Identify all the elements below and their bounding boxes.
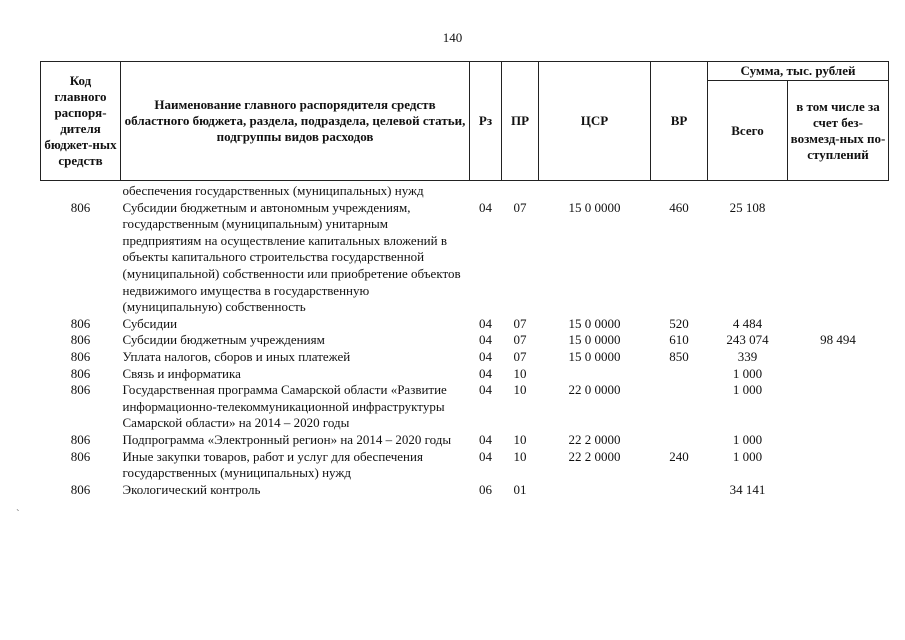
cell-code: 806 (70, 199, 91, 215)
header-vr: ВР (651, 62, 708, 181)
cell-csr (539, 366, 651, 383)
cell-code (41, 181, 121, 200)
table-row (41, 382, 889, 432)
cell-code: 806 (70, 332, 91, 348)
cell-name: Уплата налогов, сборов и иных платежей (122, 348, 351, 364)
cell-vr: 460 (669, 199, 689, 215)
cell-pr: 07 (513, 332, 527, 348)
header-name: Наименование главного распорядителя средств областного бюджета, раздела, подраздела, целевой статьи, подгруппы видов расходов (121, 62, 470, 181)
cell-pr (502, 181, 539, 200)
cell-rz: 04 (479, 199, 492, 215)
cell-pr: 07 (513, 199, 527, 215)
cell-total: 1 000 (732, 431, 763, 447)
cell-csr: 15 0 0000 (568, 348, 621, 364)
cell-total: 243 074 (726, 332, 769, 348)
header-total: Всего (708, 81, 788, 181)
table-row (41, 449, 889, 482)
cell-pr: 10 (513, 365, 527, 381)
page-number: 140 (442, 30, 463, 45)
cell-code: 806 (70, 448, 91, 464)
table-row (41, 432, 889, 449)
cell-total: 1 000 (732, 382, 763, 398)
cell-free (788, 482, 889, 499)
cell-pr: 07 (513, 348, 527, 364)
cell-csr: 22 2 0000 (568, 431, 621, 447)
header-code: Код главного распоря-дителя бюджет-ных средств (41, 62, 121, 181)
cell-csr: 15 0 0000 (568, 315, 621, 331)
cell-free: 98 494 (820, 332, 856, 348)
cell-free (788, 432, 889, 449)
header-rz: Рз (470, 62, 502, 181)
cell-name: Иные закупки товаров, работ и услуг для обеспечения государственных (муниципальных) нужд (122, 448, 423, 481)
cell-csr (539, 482, 651, 499)
cell-pr: 10 (513, 448, 527, 464)
cell-vr (651, 432, 708, 449)
cell-code: 806 (70, 365, 91, 381)
cell-vr (651, 482, 708, 499)
table-row (41, 366, 889, 383)
cell-free (788, 449, 889, 482)
cell-name: Субсидии бюджетным учреждениям (122, 332, 325, 348)
cell-free (788, 349, 889, 366)
cell-free (788, 181, 889, 200)
cell-code: 806 (70, 382, 91, 398)
table-row (41, 200, 889, 316)
cell-vr (651, 181, 708, 200)
cell-free (788, 200, 889, 316)
cell-rz: 04 (479, 448, 492, 464)
cell-code: 806 (70, 431, 91, 447)
cell-vr: 240 (669, 448, 689, 464)
cell-vr (651, 366, 708, 383)
cell-total: 25 108 (729, 199, 766, 215)
cell-total: 34 141 (729, 481, 766, 497)
cell-code: 806 (70, 348, 91, 364)
header-sum-group: Сумма, тыс. рублей (708, 62, 889, 81)
cell-rz: 04 (479, 431, 492, 447)
cell-name: Экологический контроль (122, 481, 261, 497)
cell-name: Субсидии бюджетным и автономным учреждениям, государственным (муниципальным) унитарным предприятиям на осуществление капитальных вложений в объекты капитального строительства государственной (муниципальной) собственности или приобретение объектов недвижимого имущества в государственную (муниципальную) собственность (122, 199, 461, 315)
cell-total: 1 000 (732, 365, 763, 381)
cell-csr: 22 2 0000 (568, 448, 621, 464)
header-free: в том числе за счет без-возмезд-ных по-ступлений (788, 81, 889, 181)
cell-rz: 04 (479, 315, 492, 331)
cell-total: 339 (737, 348, 758, 364)
cell-code: 806 (70, 481, 91, 497)
scan-mark: ` (16, 508, 20, 520)
table-body (41, 181, 889, 499)
cell-rz: 04 (479, 365, 492, 381)
cell-pr: 07 (513, 315, 527, 331)
cell-pr: 10 (513, 382, 527, 398)
cell-csr: 15 0 0000 (568, 199, 621, 215)
cell-rz: 04 (479, 332, 492, 348)
table-row (41, 332, 889, 349)
cell-rz: 04 (479, 382, 492, 398)
table-row (41, 349, 889, 366)
cell-pr: 10 (513, 431, 527, 447)
cell-rz: 06 (479, 481, 492, 497)
cell-csr (539, 181, 651, 200)
cell-total: 4 484 (732, 315, 763, 331)
cell-code: 806 (70, 315, 91, 331)
cell-name: обеспечения государственных (муниципальных) нужд (122, 183, 424, 198)
header-pr: ПР (502, 62, 539, 181)
cell-pr: 01 (513, 481, 527, 497)
budget-table (40, 61, 889, 498)
table-header (41, 62, 889, 181)
cell-csr: 15 0 0000 (568, 332, 621, 348)
cell-csr: 22 0 0000 (568, 382, 621, 398)
cell-name: Подпрограмма «Электронный регион» на 2014 – 2020 годы (122, 431, 452, 447)
cell-free (788, 382, 889, 432)
cell-free (788, 366, 889, 383)
cell-name: Субсидии (122, 315, 178, 331)
table-row (41, 482, 889, 499)
table-row (41, 316, 889, 333)
cell-rz (470, 181, 502, 200)
cell-rz: 04 (479, 348, 492, 364)
cell-vr: 520 (669, 315, 689, 331)
cell-total (708, 181, 788, 200)
cell-vr (651, 382, 708, 432)
cell-total: 1 000 (732, 448, 763, 464)
cell-free (788, 316, 889, 333)
table-row (41, 181, 889, 200)
cell-vr: 850 (669, 348, 689, 364)
header-csr: ЦСР (539, 62, 651, 181)
cell-name: Связь и информатика (122, 365, 241, 381)
cell-name: Государственная программа Самарской области «Развитие информационно-телекоммуникационной инфраструктуры Самарской области» на 2014 – 2020 годы (122, 382, 447, 431)
cell-vr: 610 (669, 332, 689, 348)
